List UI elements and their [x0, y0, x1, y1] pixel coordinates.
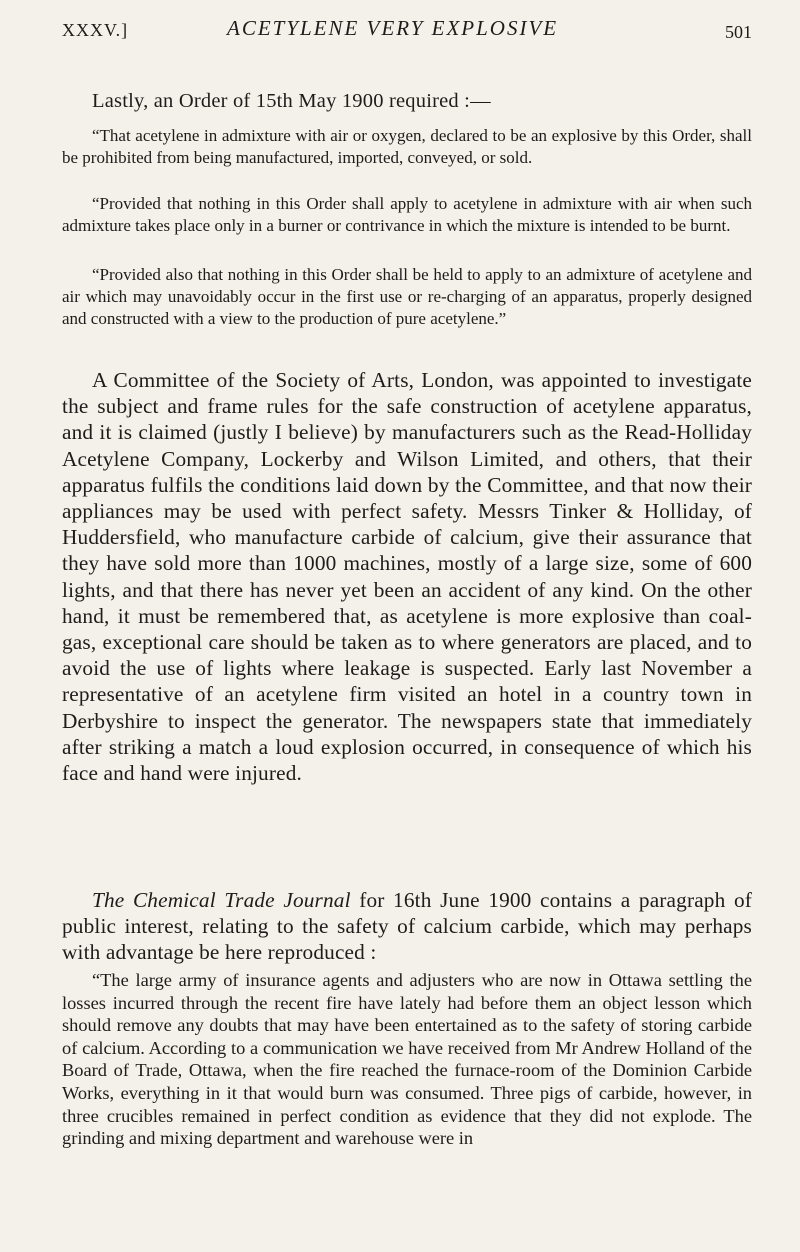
journal-paragraph — [62, 887, 752, 966]
journal-paragraph-text — [62, 887, 752, 966]
journal-citation-text: “The large army of insurance agents and adjusters who are now in Ottawa settling the losses incurred through the recent fire have lately had before them an object lesson which should remove any doubts that may have been entertained as to the safety of storing carbide of calcium. According to a communication we have received from Mr Andrew Holland of the Board of Trade, Ottawa, when the fire reached the furnace-room of the Dominion Carbide Works, everything in it that would burn was consumed. Three pigs of carbide, however, in three crucibles remained in perfect condition as evidence that they did not explode. The grinding and mixing department and warehouse were in — [62, 970, 752, 1149]
order-quote-1 — [62, 125, 752, 169]
page-header — [62, 16, 752, 46]
page-number: 501 — [725, 22, 752, 42]
order-quote-text: “That acetylene in admixture with air or oxygen, declared to be an explosive by this Order, shall be prohibited from being manufactured, imported, conveyed, or sold. — [62, 126, 752, 168]
lead-line: Lastly, an Order of 15th May 1900 required :— — [92, 90, 491, 112]
running-title: ACETYLENE VERY EXPLOSIVE — [227, 16, 559, 40]
chapter-number: XXXV.] — [62, 20, 129, 40]
order-quote-text: “Provided that nothing in this Order shall apply to acetylene in admixture with air when such admixture takes place only in a burner or contrivance in which the mixture is intended to be burnt. — [62, 194, 752, 236]
journal-name: The Chemical Trade Journal — [92, 888, 351, 912]
committee-paragraph — [62, 367, 752, 786]
committee-paragraph-text: A Committee of the Society of Arts, London, was appointed to investigate the subject and frame rules for the safe construction of acetylene apparatus, and it is claimed (justly I believe) by manufacturers such as the Read-Holliday Acetylene Company, Lockerby and Wilson Limited, and others, that their apparatus fulfils the conditions laid down by the Committee, and that now their appliances may be used with perfect safety. Messrs Tinker & Holliday, of Huddersfield, who manufacture carbide of calcium, give their assurance that they have sold more than 1000 machines, mostly of a large size, some of 600 lights, and that there has never yet been an accident of any kind. On the other hand, it must be remembered that, as acetylene is more explosive than coal-gas, exceptional care should be taken as to where generators are placed, and to avoid the use of lights where leakage is suspected. Early last November a representative of an acetylene firm visited an hotel in a country town in Derbyshire to inspect the generator. The newspapers state that immediately after striking a match a loud explosion occurred, in consequence of which his face and hand were injured. — [62, 368, 752, 786]
journal-citation — [62, 969, 752, 1150]
order-quote-text: “Provided also that nothing in this Order shall be held to apply to an admixture of acetylene and air which may unavoidably occur in the first use or re-charging of an apparatus, properly designed and constructed with a view to the production of pure acetylene.” — [62, 265, 752, 329]
order-quote-2 — [62, 193, 752, 237]
journal-paragraph-body: for 16th June 1900 contains a paragraph of public interest, relating to the safety of calcium carbide, which may perhaps with advantage be here reproduced : — [62, 888, 752, 965]
order-quote-3 — [62, 264, 752, 331]
